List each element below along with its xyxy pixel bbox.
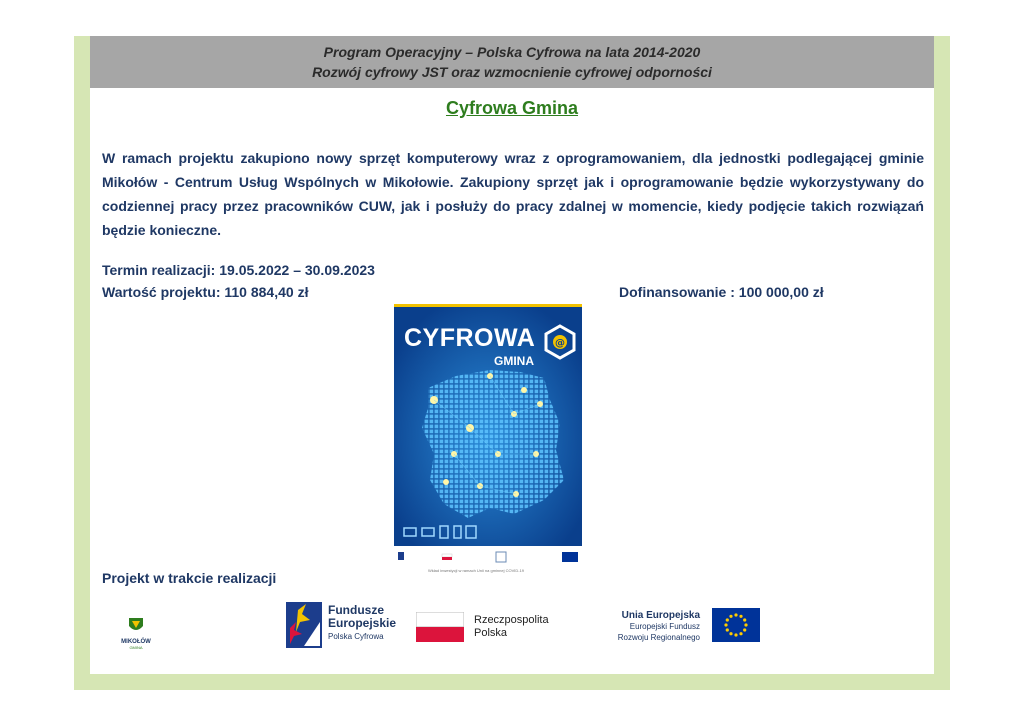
poland-flag-icon: [416, 612, 464, 642]
page-frame: [74, 36, 950, 690]
project-value: Wartość projektu: 110 884,40 zł: [102, 284, 309, 300]
eu-flag-icon: [712, 608, 760, 642]
project-cofinancing: Dofinansowanie : 100 000,00 zł: [619, 284, 824, 300]
mikolow-logo: [116, 616, 156, 662]
poster-sponsor-strip: [394, 548, 582, 580]
poster-subtitle: GMINA: [494, 354, 534, 368]
mikolow-sub: GMINA: [129, 645, 143, 650]
map-icon: [422, 370, 564, 518]
project-term: Termin realizacji: 19.05.2022 – 30.09.2023: [102, 262, 375, 278]
mikolow-crest-icon: [127, 616, 145, 634]
fe-line-1: Fundusze: [328, 603, 384, 617]
project-status: Projekt w trakcie realizacji: [102, 570, 277, 586]
fe-line-2: Europejskie: [328, 616, 397, 630]
mini-caption: Wkład inwestycji w ramach Unii na gminnej COVID-19: [428, 568, 525, 573]
footer-logos: [90, 602, 934, 662]
cyfrowa-gmina-poster: [394, 304, 582, 546]
poster-title: CYFROWA: [404, 324, 536, 352]
fundusze-europejskie-logo: [286, 602, 396, 654]
header-line-1: Program Operacyjny – Polska Cyfrowa na lata 2014-2020: [323, 44, 701, 60]
svg-text:@: @: [555, 338, 565, 349]
rp-line-1: Rzeczpospolita: [474, 614, 549, 626]
fe-star-icon: [286, 602, 322, 648]
program-header: [90, 36, 934, 88]
project-description: W ramach projektu zakupiono nowy sprzęt komputerowy wraz z oprogramowaniem, dla jednostki podlegającej gminie Mikołów - Centrum Usług Wspólnych w Mikołowie. Zakupiony sprzęt jak i oprogramowanie będzie wykorzystywany do codziennej pracy przez pracowników CUW, jak i posłuży do pracy zdalnej w momencie, kiedy podjęcie takich rozwiązań będzie konieczne.: [102, 150, 924, 238]
header-line-2: Rozwój cyfrowy JST oraz wzmocnienie cyfrowej odporności: [312, 64, 712, 80]
fe-line-3: Polska Cyfrowa: [328, 632, 384, 641]
unia-europejska-logo: [590, 608, 760, 648]
ue-line-2: Europejski Fundusz: [629, 622, 700, 631]
content-area: [90, 36, 934, 674]
ue-line-3: Rozwoju Regionalnego: [617, 633, 700, 642]
ue-line-1: Unia Europejska: [621, 610, 700, 621]
mikolow-name: MIKOŁÓW: [121, 639, 151, 645]
page-title: Cyfrowa Gmina: [445, 98, 579, 118]
rp-line-2: Polska: [474, 627, 508, 639]
rzeczpospolita-polska-logo: [416, 612, 566, 652]
